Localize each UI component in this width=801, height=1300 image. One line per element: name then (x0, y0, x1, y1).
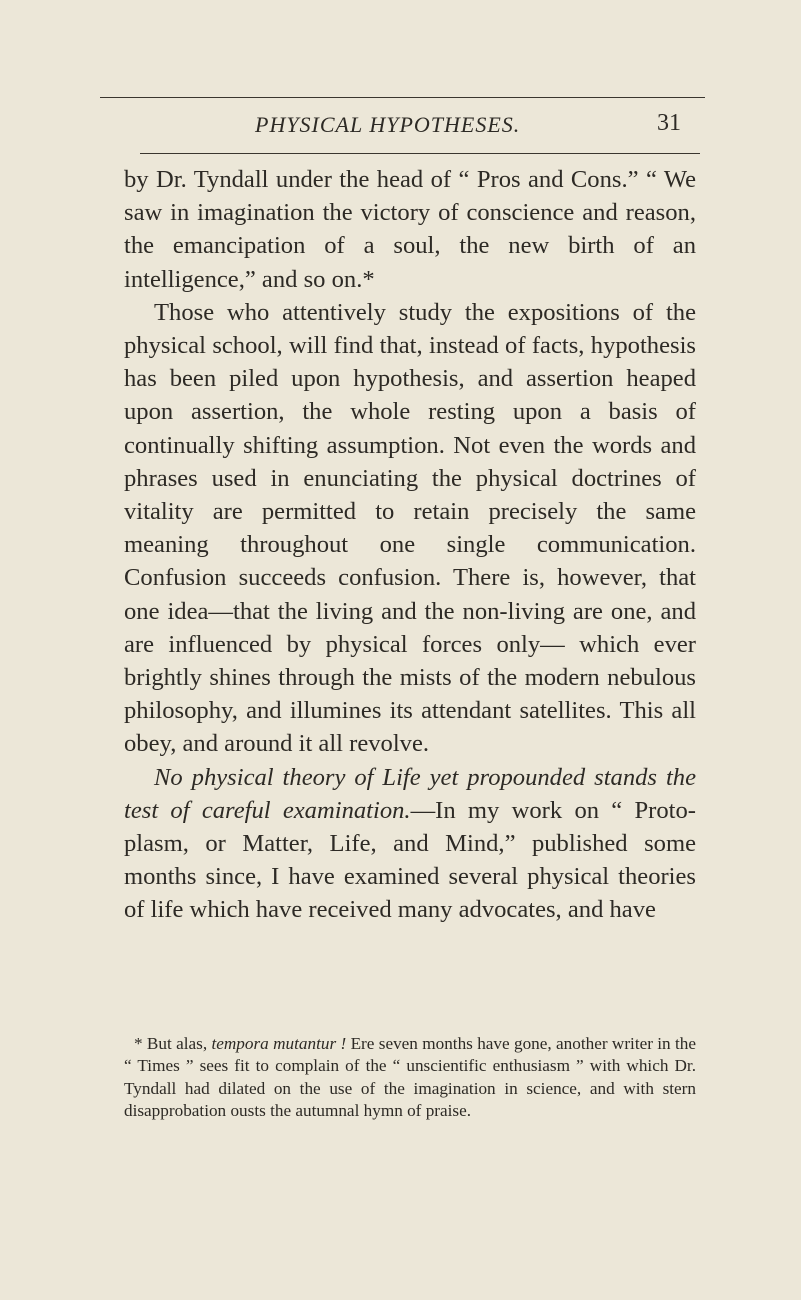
top-rule (100, 97, 705, 98)
footnote-marker: * But alas, (134, 1034, 208, 1053)
body-text (124, 163, 696, 927)
footnote-text: Ere seven months have gone, another writer in the “ Times ” sees fit to complain of the “ unscientific enthusiasm ” with which Dr. Tyndall had dilated on the use of the imagination in science, and with stern disapprobation ousts the autumnal hymn of praise. (124, 1034, 696, 1121)
paragraph-2: Those who attentively study the expositions of the physical school, will find that, instead of facts, hypothesis has been piled upon hypothesis, and assertion heaped upon assertion, the whole resting upon a basis of continually shifting assumption. Not even the words and phrases used in enunciating the physical doctrines of vitality are permitted to retain precisely the same meaning throughout one single communication. Confusion succeeds confusion. There is, however, that one idea—that the living and the non-living are one, and are influenced by physical forces only— which ever brightly shines through the mists of the modern nebulous philosophy, and illumines its attendant satellites. This all obey, and around it all revolve. (124, 298, 696, 758)
header-rule (140, 153, 700, 154)
paragraph-3 (124, 761, 696, 927)
paragraph-1: by Dr. Tyndall under the head of “ Pros and Cons.” “ We saw in imagination the victory of conscience and reason, the emancipation of a soul, the new birth of an intelligence,” and so on.* (124, 166, 696, 293)
page-number: 31 (657, 110, 681, 136)
section-heading: No physical theory of Life yet propounded stands the test of careful examination. (124, 763, 696, 824)
paragraph-3-text: —In my work on “ Protoplasm, or Matter, Life, and Mind,” published some months since, I have examined several physical theories of life which have received many advocates, and have (124, 796, 696, 924)
running-header (255, 112, 695, 146)
footnote-paragraph (124, 1033, 696, 1123)
footnote (124, 1033, 696, 1123)
footnote-latin: tempora mutantur ! (211, 1034, 347, 1053)
running-title: PHYSICAL HYPOTHESES. (255, 112, 521, 137)
